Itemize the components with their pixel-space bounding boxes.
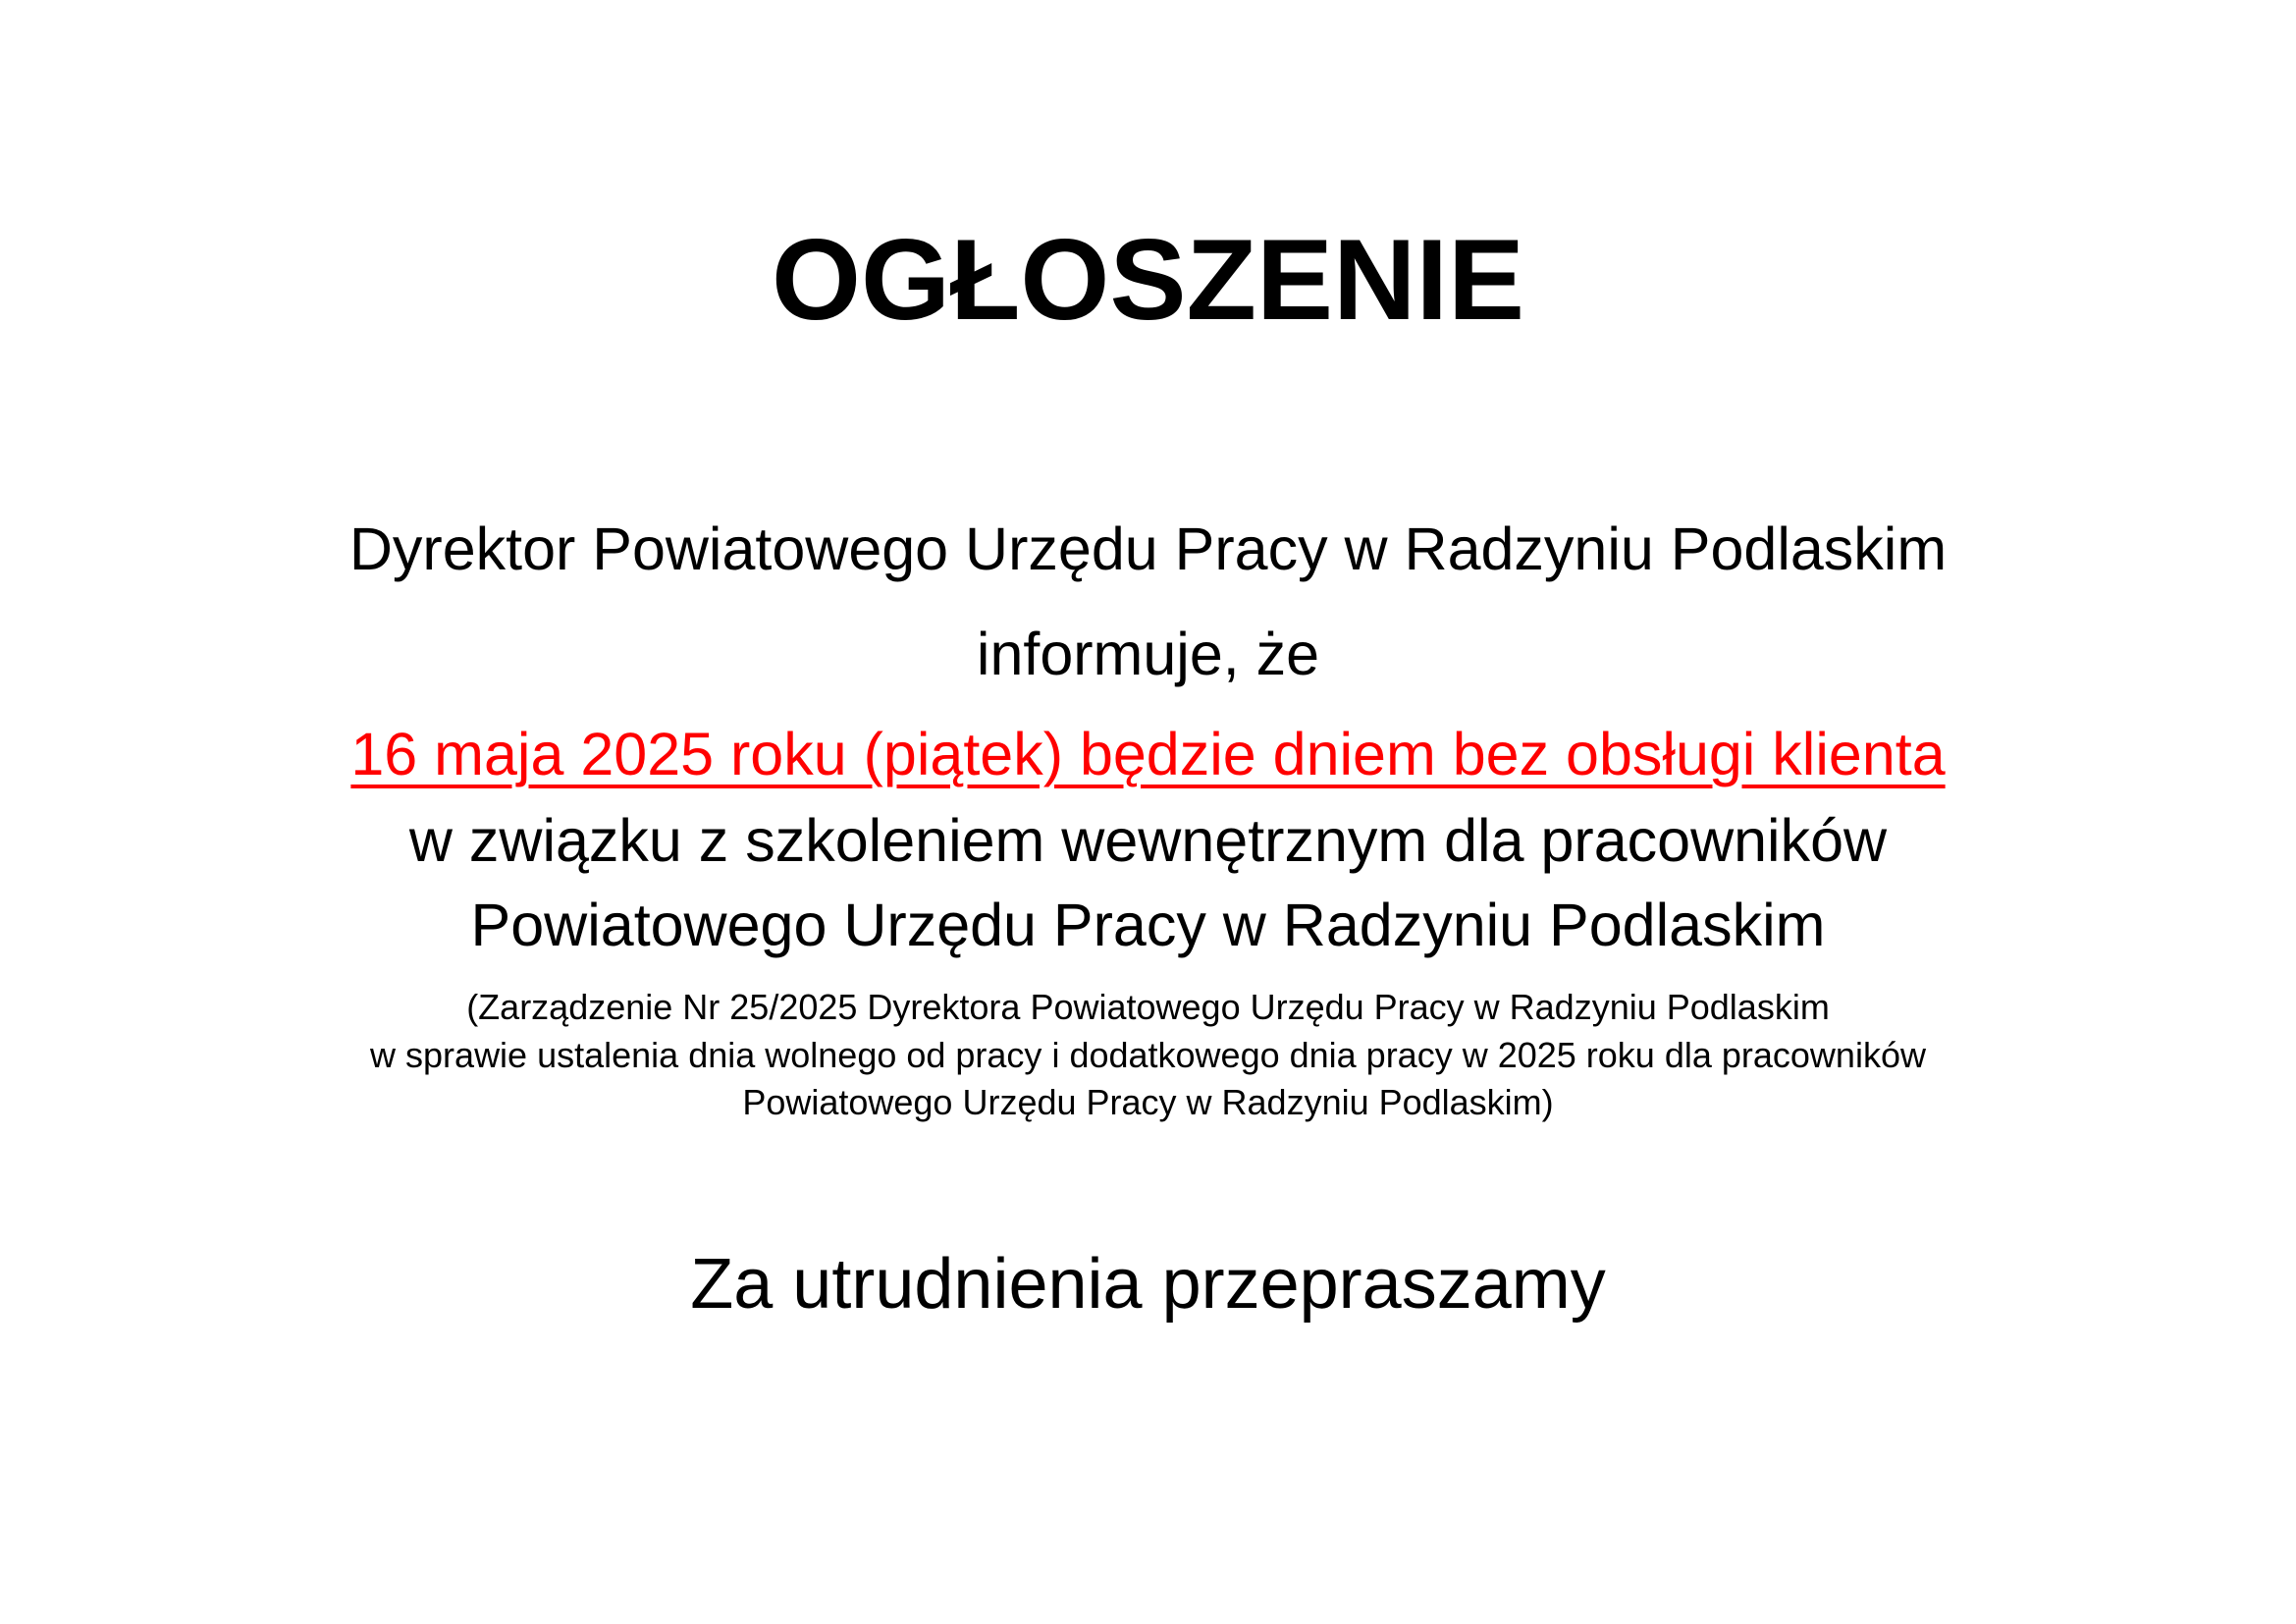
intro-line-director: Dyrektor Powiatowego Urzędu Pracy w Radzyniu Podlaskim <box>348 515 1948 582</box>
closure-date-notice <box>0 721 2296 787</box>
closure-date-text: 16 maja 2025 roku (piątek) będzie dniem bez obsługi klienta <box>350 721 1946 787</box>
announcement-title: OGŁOSZENIE <box>771 215 1525 344</box>
reason-line-training: w związku z szkoleniem wewnętrznym dla pracowników <box>408 807 1888 874</box>
intro-line-informs: informuje, że <box>976 621 1320 687</box>
reference-line-ordinance: (Zarządzenie Nr 25/2025 Dyrektora Powiatowego Urzędu Pracy w Radzyniu Podlaskim <box>466 987 1830 1027</box>
reason-line-office: Powiatowego Urzędu Pracy w Radzyniu Podlaskim <box>470 892 1826 958</box>
closing-apology: Za utrudnienia przepraszamy <box>690 1245 1606 1324</box>
reference-line-subject: w sprawie ustalenia dnia wolnego od pracy i dodatkowego dnia pracy w 2025 roku dla pracowników <box>370 1035 1926 1075</box>
reference-line-office: Powiatowego Urzędu Pracy w Radzyniu Podlaskim) <box>742 1082 1554 1122</box>
